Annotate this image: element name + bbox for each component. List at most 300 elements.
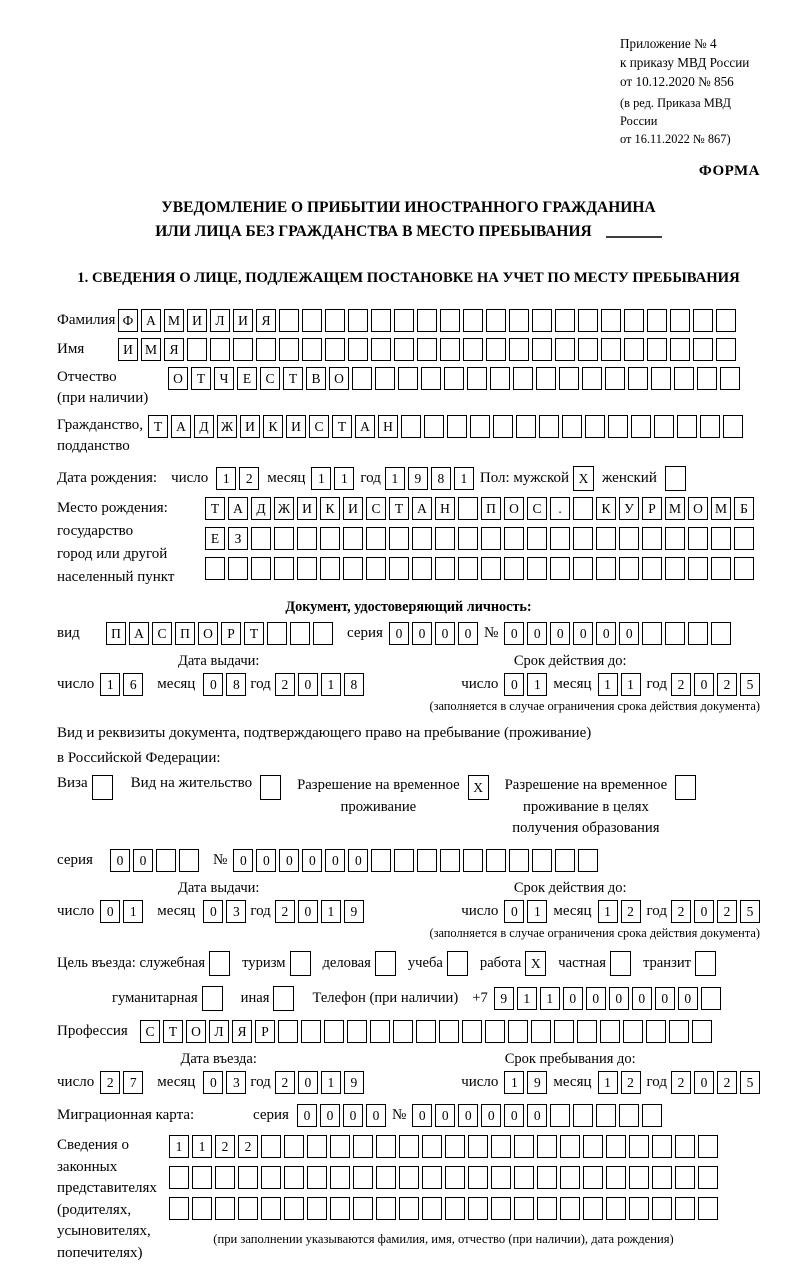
- char-box[interactable]: [646, 1020, 666, 1043]
- char-box[interactable]: И: [343, 497, 363, 520]
- char-box[interactable]: 2: [239, 467, 259, 490]
- char-box[interactable]: [440, 309, 460, 332]
- char-box[interactable]: [669, 1020, 689, 1043]
- char-box[interactable]: [389, 527, 409, 550]
- char-box[interactable]: [468, 1166, 488, 1189]
- char-box[interactable]: [619, 557, 639, 580]
- char-box[interactable]: А: [228, 497, 248, 520]
- char-box[interactable]: 1: [311, 467, 331, 490]
- char-box[interactable]: А: [412, 497, 432, 520]
- char-box[interactable]: 1: [321, 673, 341, 696]
- char-box[interactable]: [665, 557, 685, 580]
- char-box[interactable]: [261, 1197, 281, 1220]
- char-box[interactable]: [652, 1166, 672, 1189]
- purpose-work-cell[interactable]: X: [525, 951, 546, 976]
- temp-residence-cell[interactable]: X: [468, 775, 489, 800]
- char-box[interactable]: Е: [237, 367, 257, 390]
- char-box[interactable]: 2: [238, 1135, 258, 1158]
- char-box[interactable]: [445, 1197, 465, 1220]
- char-box[interactable]: [307, 1166, 327, 1189]
- char-box[interactable]: 2: [275, 900, 295, 923]
- char-box[interactable]: [677, 415, 697, 438]
- char-box[interactable]: [601, 309, 621, 332]
- char-box[interactable]: [619, 527, 639, 550]
- char-box[interactable]: 0: [203, 673, 223, 696]
- char-box[interactable]: 0: [435, 1104, 455, 1127]
- char-box[interactable]: [463, 338, 483, 361]
- purpose-tourism-cell[interactable]: [290, 951, 311, 976]
- char-box[interactable]: [550, 527, 570, 550]
- char-box[interactable]: 1: [527, 900, 547, 923]
- char-box[interactable]: К: [320, 497, 340, 520]
- char-box[interactable]: [675, 1135, 695, 1158]
- char-box[interactable]: [348, 338, 368, 361]
- char-box[interactable]: 2: [100, 1071, 120, 1094]
- char-box[interactable]: А: [141, 309, 161, 332]
- char-box[interactable]: [424, 415, 444, 438]
- char-box[interactable]: [692, 1020, 712, 1043]
- char-box[interactable]: [513, 367, 533, 390]
- char-box[interactable]: [532, 338, 552, 361]
- char-box[interactable]: [366, 527, 386, 550]
- char-box[interactable]: [670, 309, 690, 332]
- char-box[interactable]: [606, 1135, 626, 1158]
- char-box[interactable]: [642, 1104, 662, 1127]
- char-box[interactable]: 2: [671, 673, 691, 696]
- char-box[interactable]: [274, 557, 294, 580]
- char-box[interactable]: 1: [321, 1071, 341, 1094]
- char-box[interactable]: С: [260, 367, 280, 390]
- char-box[interactable]: 0: [389, 622, 409, 645]
- char-box[interactable]: [422, 1197, 442, 1220]
- char-box[interactable]: [278, 1020, 298, 1043]
- char-box[interactable]: [562, 415, 582, 438]
- char-box[interactable]: [192, 1166, 212, 1189]
- char-box[interactable]: М: [164, 309, 184, 332]
- char-box[interactable]: 0: [550, 622, 570, 645]
- char-box[interactable]: А: [129, 622, 149, 645]
- char-box[interactable]: [532, 849, 552, 872]
- char-box[interactable]: [647, 309, 667, 332]
- char-box[interactable]: [412, 527, 432, 550]
- char-box[interactable]: [458, 557, 478, 580]
- char-box[interactable]: [440, 338, 460, 361]
- char-box[interactable]: 2: [621, 900, 641, 923]
- char-box[interactable]: 5: [740, 673, 760, 696]
- char-box[interactable]: [688, 557, 708, 580]
- char-box[interactable]: [665, 622, 685, 645]
- sex-female-cell[interactable]: [665, 466, 686, 491]
- char-box[interactable]: 0: [302, 849, 322, 872]
- char-box[interactable]: [458, 527, 478, 550]
- char-box[interactable]: [527, 557, 547, 580]
- char-box[interactable]: [504, 557, 524, 580]
- char-box[interactable]: [606, 1197, 626, 1220]
- char-box[interactable]: [353, 1135, 373, 1158]
- char-box[interactable]: [261, 1166, 281, 1189]
- char-box[interactable]: [539, 415, 559, 438]
- char-box[interactable]: [371, 849, 391, 872]
- char-box[interactable]: [422, 1166, 442, 1189]
- char-box[interactable]: 0: [348, 849, 368, 872]
- char-box[interactable]: [267, 622, 287, 645]
- char-box[interactable]: [555, 849, 575, 872]
- char-box[interactable]: [401, 415, 421, 438]
- char-box[interactable]: 1: [621, 673, 641, 696]
- char-box[interactable]: 0: [233, 849, 253, 872]
- char-box[interactable]: Т: [163, 1020, 183, 1043]
- char-box[interactable]: [700, 415, 720, 438]
- char-box[interactable]: 7: [123, 1071, 143, 1094]
- char-box[interactable]: [313, 622, 333, 645]
- char-box[interactable]: 0: [504, 900, 524, 923]
- char-box[interactable]: 0: [619, 622, 639, 645]
- char-box[interactable]: [394, 849, 414, 872]
- char-box[interactable]: 6: [123, 673, 143, 696]
- char-box[interactable]: [320, 527, 340, 550]
- char-box[interactable]: [490, 367, 510, 390]
- char-box[interactable]: [468, 1135, 488, 1158]
- char-box[interactable]: 0: [609, 987, 629, 1010]
- char-box[interactable]: [573, 557, 593, 580]
- char-box[interactable]: О: [186, 1020, 206, 1043]
- char-box[interactable]: О: [329, 367, 349, 390]
- char-box[interactable]: 0: [320, 1104, 340, 1127]
- char-box[interactable]: Я: [256, 309, 276, 332]
- char-box[interactable]: [509, 849, 529, 872]
- char-box[interactable]: 0: [203, 1071, 223, 1094]
- char-box[interactable]: [605, 367, 625, 390]
- char-box[interactable]: [629, 1166, 649, 1189]
- char-box[interactable]: [371, 309, 391, 332]
- char-box[interactable]: 8: [226, 673, 246, 696]
- char-box[interactable]: Р: [221, 622, 241, 645]
- char-box[interactable]: [330, 1135, 350, 1158]
- char-box[interactable]: 0: [298, 1071, 318, 1094]
- char-box[interactable]: [325, 338, 345, 361]
- char-box[interactable]: [531, 1020, 551, 1043]
- visa-cell[interactable]: [92, 775, 113, 800]
- char-box[interactable]: [330, 1166, 350, 1189]
- char-box[interactable]: [716, 309, 736, 332]
- char-box[interactable]: [560, 1135, 580, 1158]
- char-box[interactable]: 0: [100, 900, 120, 923]
- char-box[interactable]: Я: [232, 1020, 252, 1043]
- char-box[interactable]: П: [481, 497, 501, 520]
- char-box[interactable]: [596, 557, 616, 580]
- char-box[interactable]: [623, 1020, 643, 1043]
- char-box[interactable]: [675, 1197, 695, 1220]
- char-box[interactable]: 0: [343, 1104, 363, 1127]
- char-box[interactable]: 0: [481, 1104, 501, 1127]
- char-box[interactable]: [504, 527, 524, 550]
- char-box[interactable]: 0: [366, 1104, 386, 1127]
- char-box[interactable]: 1: [321, 900, 341, 923]
- char-box[interactable]: [375, 367, 395, 390]
- char-box[interactable]: [370, 1020, 390, 1043]
- char-box[interactable]: К: [263, 415, 283, 438]
- char-box[interactable]: [398, 367, 418, 390]
- char-box[interactable]: [417, 309, 437, 332]
- char-box[interactable]: 0: [412, 622, 432, 645]
- char-box[interactable]: П: [175, 622, 195, 645]
- char-box[interactable]: 2: [717, 900, 737, 923]
- char-box[interactable]: М: [711, 497, 731, 520]
- char-box[interactable]: 1: [598, 673, 618, 696]
- char-box[interactable]: 0: [279, 849, 299, 872]
- char-box[interactable]: 1: [527, 673, 547, 696]
- char-box[interactable]: [422, 1135, 442, 1158]
- char-box[interactable]: [416, 1020, 436, 1043]
- char-box[interactable]: 0: [298, 673, 318, 696]
- char-box[interactable]: [274, 527, 294, 550]
- char-box[interactable]: [394, 309, 414, 332]
- char-box[interactable]: Я: [164, 338, 184, 361]
- char-box[interactable]: [688, 622, 708, 645]
- char-box[interactable]: [550, 557, 570, 580]
- char-box[interactable]: [619, 1104, 639, 1127]
- char-box[interactable]: [435, 557, 455, 580]
- char-box[interactable]: С: [527, 497, 547, 520]
- char-box[interactable]: [508, 1020, 528, 1043]
- char-box[interactable]: Б: [734, 497, 754, 520]
- char-box[interactable]: [376, 1197, 396, 1220]
- char-box[interactable]: С: [366, 497, 386, 520]
- char-box[interactable]: [389, 557, 409, 580]
- char-box[interactable]: Т: [191, 367, 211, 390]
- char-box[interactable]: Т: [205, 497, 225, 520]
- char-box[interactable]: [631, 415, 651, 438]
- char-box[interactable]: 1: [598, 1071, 618, 1094]
- char-box[interactable]: И: [187, 309, 207, 332]
- char-box[interactable]: [376, 1166, 396, 1189]
- char-box[interactable]: [537, 1135, 557, 1158]
- char-box[interactable]: [445, 1135, 465, 1158]
- char-box[interactable]: [302, 309, 322, 332]
- char-box[interactable]: 0: [655, 987, 675, 1010]
- char-box[interactable]: С: [152, 622, 172, 645]
- char-box[interactable]: [343, 527, 363, 550]
- char-box[interactable]: [187, 338, 207, 361]
- char-box[interactable]: [238, 1197, 258, 1220]
- char-box[interactable]: 5: [740, 1071, 760, 1094]
- char-box[interactable]: [470, 415, 490, 438]
- char-box[interactable]: [720, 367, 740, 390]
- char-box[interactable]: [596, 527, 616, 550]
- char-box[interactable]: [665, 527, 685, 550]
- char-box[interactable]: 0: [256, 849, 276, 872]
- char-box[interactable]: [330, 1197, 350, 1220]
- char-box[interactable]: 1: [454, 467, 474, 490]
- char-box[interactable]: Д: [251, 497, 271, 520]
- char-box[interactable]: [583, 1135, 603, 1158]
- char-box[interactable]: [629, 1197, 649, 1220]
- char-box[interactable]: [600, 1020, 620, 1043]
- char-box[interactable]: 8: [431, 467, 451, 490]
- char-box[interactable]: [261, 1135, 281, 1158]
- char-box[interactable]: 2: [275, 673, 295, 696]
- char-box[interactable]: К: [596, 497, 616, 520]
- char-box[interactable]: [435, 527, 455, 550]
- char-box[interactable]: О: [168, 367, 188, 390]
- char-box[interactable]: [674, 367, 694, 390]
- char-box[interactable]: 1: [100, 673, 120, 696]
- char-box[interactable]: 0: [458, 1104, 478, 1127]
- char-box[interactable]: 0: [596, 622, 616, 645]
- char-box[interactable]: [251, 557, 271, 580]
- char-box[interactable]: [537, 1197, 557, 1220]
- char-box[interactable]: 1: [123, 900, 143, 923]
- char-box[interactable]: [297, 557, 317, 580]
- char-box[interactable]: 9: [344, 900, 364, 923]
- char-box[interactable]: [205, 557, 225, 580]
- char-box[interactable]: 9: [494, 987, 514, 1010]
- char-box[interactable]: [463, 309, 483, 332]
- char-box[interactable]: [651, 367, 671, 390]
- char-box[interactable]: 2: [215, 1135, 235, 1158]
- char-box[interactable]: Д: [194, 415, 214, 438]
- char-box[interactable]: С: [140, 1020, 160, 1043]
- char-box[interactable]: 2: [621, 1071, 641, 1094]
- char-box[interactable]: [509, 309, 529, 332]
- char-box[interactable]: [302, 338, 322, 361]
- char-box[interactable]: [353, 1166, 373, 1189]
- char-box[interactable]: Т: [148, 415, 168, 438]
- char-box[interactable]: Р: [642, 497, 662, 520]
- char-box[interactable]: [554, 1020, 574, 1043]
- char-box[interactable]: [301, 1020, 321, 1043]
- char-box[interactable]: [711, 622, 731, 645]
- char-box[interactable]: И: [297, 497, 317, 520]
- char-box[interactable]: [577, 1020, 597, 1043]
- char-box[interactable]: [486, 849, 506, 872]
- char-box[interactable]: [279, 338, 299, 361]
- char-box[interactable]: [486, 309, 506, 332]
- char-box[interactable]: 1: [504, 1071, 524, 1094]
- char-box[interactable]: [601, 338, 621, 361]
- char-box[interactable]: [555, 338, 575, 361]
- char-box[interactable]: [624, 338, 644, 361]
- char-box[interactable]: 1: [334, 467, 354, 490]
- char-box[interactable]: Е: [205, 527, 225, 550]
- char-box[interactable]: [647, 338, 667, 361]
- char-box[interactable]: [399, 1135, 419, 1158]
- char-box[interactable]: 0: [694, 673, 714, 696]
- char-box[interactable]: [399, 1197, 419, 1220]
- char-box[interactable]: [734, 527, 754, 550]
- char-box[interactable]: [169, 1197, 189, 1220]
- char-box[interactable]: О: [688, 497, 708, 520]
- purpose-other-cell[interactable]: [273, 986, 294, 1011]
- char-box[interactable]: [394, 338, 414, 361]
- char-box[interactable]: [491, 1197, 511, 1220]
- char-box[interactable]: 0: [133, 849, 153, 872]
- char-box[interactable]: [493, 415, 513, 438]
- char-box[interactable]: [585, 415, 605, 438]
- char-box[interactable]: [578, 849, 598, 872]
- char-box[interactable]: [251, 527, 271, 550]
- char-box[interactable]: [376, 1135, 396, 1158]
- char-box[interactable]: С: [309, 415, 329, 438]
- char-box[interactable]: Т: [389, 497, 409, 520]
- char-box[interactable]: 1: [598, 900, 618, 923]
- char-box[interactable]: [596, 1104, 616, 1127]
- char-box[interactable]: Ж: [274, 497, 294, 520]
- char-box[interactable]: [233, 338, 253, 361]
- char-box[interactable]: [462, 1020, 482, 1043]
- char-box[interactable]: 0: [504, 1104, 524, 1127]
- char-box[interactable]: М: [141, 338, 161, 361]
- char-box[interactable]: [279, 309, 299, 332]
- char-box[interactable]: [324, 1020, 344, 1043]
- char-box[interactable]: 1: [169, 1135, 189, 1158]
- char-box[interactable]: [573, 527, 593, 550]
- char-box[interactable]: [527, 527, 547, 550]
- char-box[interactable]: [468, 1197, 488, 1220]
- char-box[interactable]: [550, 1104, 570, 1127]
- char-box[interactable]: [532, 309, 552, 332]
- char-box[interactable]: 2: [671, 900, 691, 923]
- char-box[interactable]: Т: [244, 622, 264, 645]
- char-box[interactable]: [642, 622, 662, 645]
- char-box[interactable]: [559, 367, 579, 390]
- char-box[interactable]: З: [228, 527, 248, 550]
- char-box[interactable]: 5: [740, 900, 760, 923]
- char-box[interactable]: [169, 1166, 189, 1189]
- char-box[interactable]: [514, 1135, 534, 1158]
- purpose-business-cell[interactable]: [375, 951, 396, 976]
- purpose-humanitarian-cell[interactable]: [202, 986, 223, 1011]
- char-box[interactable]: [417, 849, 437, 872]
- char-box[interactable]: [491, 1135, 511, 1158]
- char-box[interactable]: [353, 1197, 373, 1220]
- char-box[interactable]: [444, 367, 464, 390]
- char-box[interactable]: [537, 1166, 557, 1189]
- char-box[interactable]: [399, 1166, 419, 1189]
- char-box[interactable]: [693, 309, 713, 332]
- char-box[interactable]: [307, 1135, 327, 1158]
- char-box[interactable]: [688, 527, 708, 550]
- char-box[interactable]: [734, 557, 754, 580]
- char-box[interactable]: [481, 557, 501, 580]
- char-box[interactable]: [393, 1020, 413, 1043]
- char-box[interactable]: Л: [210, 309, 230, 332]
- char-box[interactable]: О: [504, 497, 524, 520]
- char-box[interactable]: [447, 415, 467, 438]
- char-box[interactable]: Т: [283, 367, 303, 390]
- char-box[interactable]: 2: [717, 673, 737, 696]
- char-box[interactable]: [698, 1166, 718, 1189]
- residence-cell[interactable]: [260, 775, 281, 800]
- char-box[interactable]: [458, 497, 478, 520]
- char-box[interactable]: [320, 557, 340, 580]
- char-box[interactable]: [238, 1166, 258, 1189]
- char-box[interactable]: [179, 849, 199, 872]
- char-box[interactable]: 0: [632, 987, 652, 1010]
- char-box[interactable]: [514, 1197, 534, 1220]
- char-box[interactable]: [578, 338, 598, 361]
- char-box[interactable]: 0: [573, 622, 593, 645]
- char-box[interactable]: [642, 557, 662, 580]
- char-box[interactable]: [711, 557, 731, 580]
- char-box[interactable]: [652, 1197, 672, 1220]
- char-box[interactable]: [284, 1197, 304, 1220]
- char-box[interactable]: [578, 309, 598, 332]
- char-box[interactable]: [486, 338, 506, 361]
- char-box[interactable]: 0: [298, 900, 318, 923]
- char-box[interactable]: П: [106, 622, 126, 645]
- purpose-official-cell[interactable]: [209, 951, 230, 976]
